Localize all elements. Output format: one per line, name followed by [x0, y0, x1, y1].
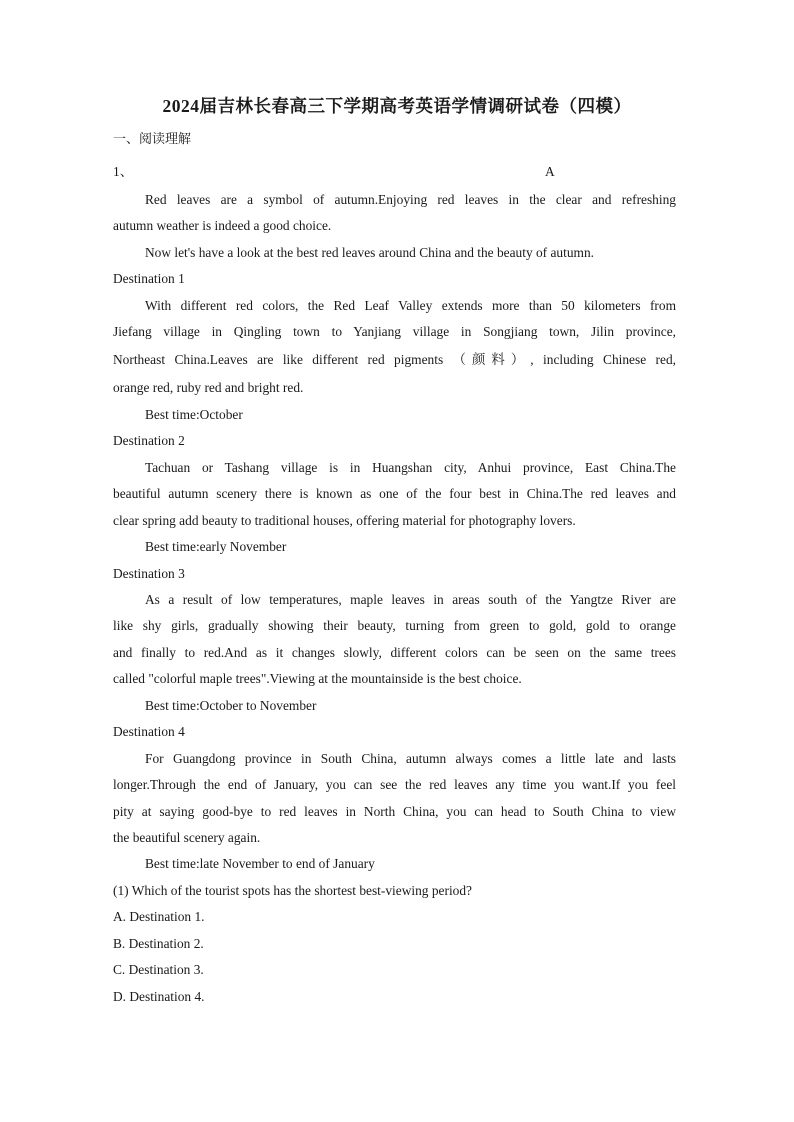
best-time: Best time:early November	[145, 539, 287, 554]
exam-title: 2024届吉林长春高三下学期高考英语学情调研试卷（四模）	[162, 96, 632, 116]
paragraph-line: Northeast China.Leaves are like different red pigments （颜料）, including Chinese red,	[113, 352, 676, 367]
paragraph-line: and finally to red.And as it changes slowly, different colors can be seen on the same trees	[113, 645, 676, 660]
best-time: Best time:October	[145, 407, 243, 422]
option-b: B. Destination 2.	[113, 936, 204, 951]
paragraph-line: beautiful autumn scenery there is known as one of the four best in China.The red leaves and	[113, 486, 676, 501]
paragraph-line: Now let's have a look at the best red leaves around China and the beauty of autumn.	[145, 245, 595, 260]
paragraph-line: orange red, ruby red and bright red.	[113, 380, 304, 395]
paragraph-line: For Guangdong province in South China, autumn always comes a little late and lasts	[145, 751, 676, 766]
destination-heading: Destination 1	[113, 271, 185, 286]
paragraph-line: Tachuan or Tashang village is in Huangshan city, Anhui province, East China.The	[145, 460, 676, 475]
destination-heading: Destination 4	[113, 724, 185, 739]
paragraph-line: As a result of low temperatures, maple leaves in areas south of the Yangtze River are	[145, 592, 676, 607]
paragraph-line: the beautiful scenery again.	[113, 830, 261, 845]
question-stem: (1) Which of the tourist spots has the shortest best-viewing period?	[113, 883, 472, 898]
destination-heading: Destination 2	[113, 433, 185, 448]
paragraph-line: With different red colors, the Red Leaf Valley extends more than 50 kilometers from	[145, 298, 676, 313]
paragraph-line: like shy girls, gradually showing their beauty, turning from green to gold, gold to orange	[113, 618, 676, 633]
option-d: D. Destination 4.	[113, 989, 205, 1004]
option-c: C. Destination 3.	[113, 962, 204, 977]
question-number: 1、	[113, 164, 134, 179]
section-heading: 一、阅读理解	[113, 132, 192, 147]
paragraph-line: Red leaves are a symbol of autumn.Enjoying red leaves in the clear and refreshing	[145, 192, 676, 207]
paragraph-line: clear spring add beauty to traditional houses, offering material for photography lovers.	[113, 513, 576, 528]
option-a: A. Destination 1.	[113, 909, 205, 924]
best-time: Best time:late November to end of January	[145, 856, 375, 871]
paragraph-line: autumn weather is indeed a good choice.	[113, 218, 332, 233]
paragraph-line: longer.Through the end of January, you can see the red leaves any time you want.If you feel	[113, 777, 676, 792]
paragraph-line: Jiefang village in Qingling town to Yanjiang village in Songjiang town, Jilin province,	[113, 324, 676, 339]
paragraph-line: pity at saying good-bye to red leaves in North China, you can head to South China to view	[113, 804, 676, 819]
passage-label: A	[545, 164, 555, 179]
best-time: Best time:October to November	[145, 698, 317, 713]
paragraph-line: called "colorful maple trees".Viewing at the mountainside is the best choice.	[113, 671, 522, 686]
destination-heading: Destination 3	[113, 566, 185, 581]
